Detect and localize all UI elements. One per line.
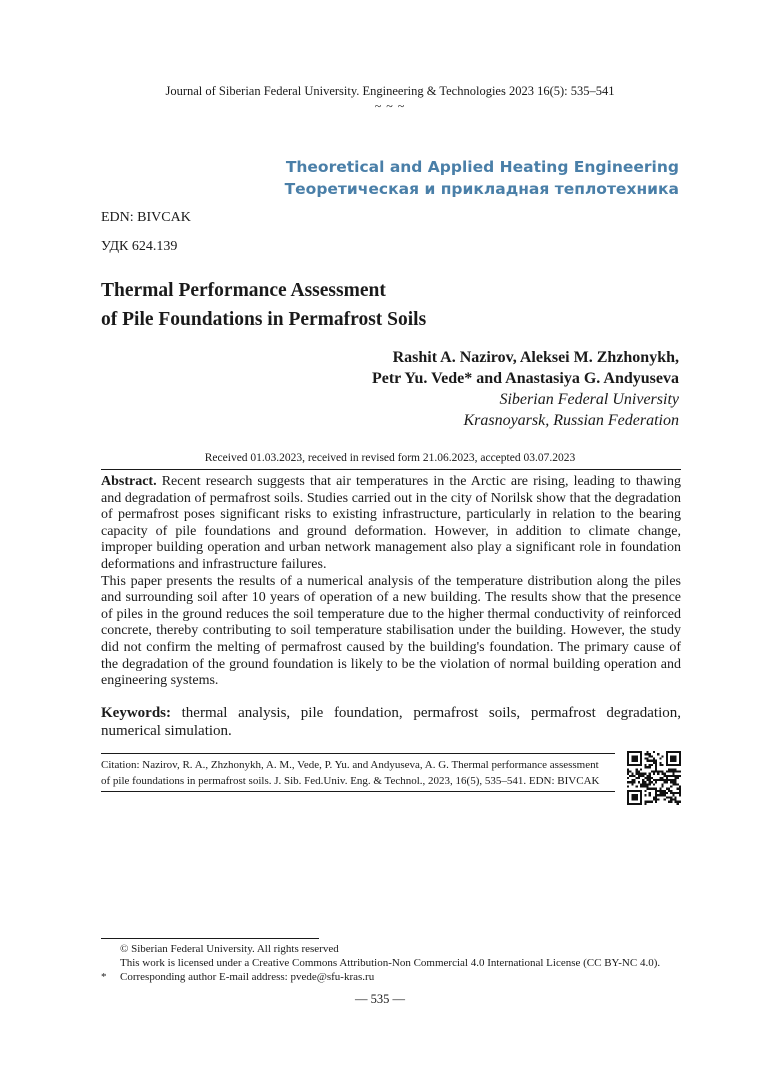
citation-bottom-rule (101, 791, 615, 792)
affiliation-line-2: Krasnoyarsk, Russian Federation (463, 412, 679, 429)
udc-code: УДК 624.139 (101, 239, 178, 254)
edn-code: EDN: BIVCAK (101, 210, 191, 225)
affiliation-line-1: Siberian Federal University (499, 391, 679, 408)
citation (101, 758, 615, 789)
page-number: — 535 — (355, 992, 405, 1006)
footnote-copyright: © Siberian Federal University. All rights reserved (120, 943, 339, 955)
authors (372, 347, 679, 389)
footnote-license: This work is licensed under a Creative Commons Attribution-Non Commercial 4.0 International License (CC BY-NC 4.0). (120, 957, 661, 969)
authors-line-2: Petr Yu. Vede* and Anastasiya G. Andyuseva (371, 370, 679, 387)
journal-header: Journal of Siberian Federal University. Engineering & Technologies 2023 16(5): 535–541 (165, 84, 615, 98)
rubric-russian: Теоретическая и прикладная теплотехника (284, 180, 679, 198)
title-line-1: Thermal Performance Assessment (101, 280, 386, 301)
rubric-english: Theoretical and Applied Heating Engineering (285, 158, 679, 176)
received-dates: Received 01.03.2023, received in revised form 21.06.2023, accepted 03.07.2023 (204, 452, 576, 464)
abstract-paragraph-1: Recent research suggests that air temperatures in the Arctic are rising, leading to thawing and degradation of permafrost soils. Studies carried out in the city of Norilsk show that the degradation of permafrost poses significant risks to existing infrastructure, particularly in relation to the bearing capacity of pile foundations and ground deformation. However, in addition to climate change, improper building operation and urban network management also play a significant role in foundation deformations and infrastructure failures. (101, 474, 681, 572)
abstract-label: Abstract. (101, 474, 157, 489)
qr-code-icon[interactable] (627, 751, 681, 805)
keywords-text: thermal analysis, pile foundation, permafrost soils, permafrost degradation, numerical simulation. (101, 705, 681, 739)
abstract (101, 474, 681, 690)
affiliation (463, 389, 679, 431)
title-line-2: of Pile Foundations in Permafrost Soils (101, 309, 427, 330)
paper-title (101, 276, 426, 334)
abstract-paragraph-2: This paper presents the results of a numerical analysis of the temperature distribution along the piles and surrounding soil after 10 years of operation of a new building. The results show that the presence of piles in the ground reduces the soil temperature due to the higher thermal conductivity of reinforced concrete, thereby contributing to soil temperature stabilisation under the building. However, the study did not confirm the melting of permafrost caused by the building's foundation. The primary cause of the degradation of the ground foundation is likely to be the violation of normal building operation and engineering systems. (101, 573, 681, 689)
citation-line-2: of pile foundations in permafrost soils. J. Sib. Fed.Univ. Eng. & Technol., 2023, 16(5), 535–541. EDN: BIVCAK (101, 774, 600, 787)
citation-top-rule (101, 753, 615, 754)
abstract-top-rule (101, 469, 681, 470)
keywords-label: Keywords: (101, 705, 171, 721)
footnote-rule (101, 938, 319, 939)
keywords (101, 704, 681, 740)
footnote-corresponding: Corresponding author E-mail address: pvede@sfu-kras.ru (120, 971, 375, 983)
authors-line-1: Rashit A. Nazirov, Aleksei M. Zhzhonykh, (392, 349, 679, 366)
header-ornament: ~ ~ ~ (374, 99, 406, 113)
footnote-marker: * (101, 971, 107, 983)
citation-line-1: Citation: Nazirov, R. A., Zhzhonykh, A. M., Vede, P. Yu. and Andyuseva, A. G. Thermal performance assessment (101, 759, 599, 771)
